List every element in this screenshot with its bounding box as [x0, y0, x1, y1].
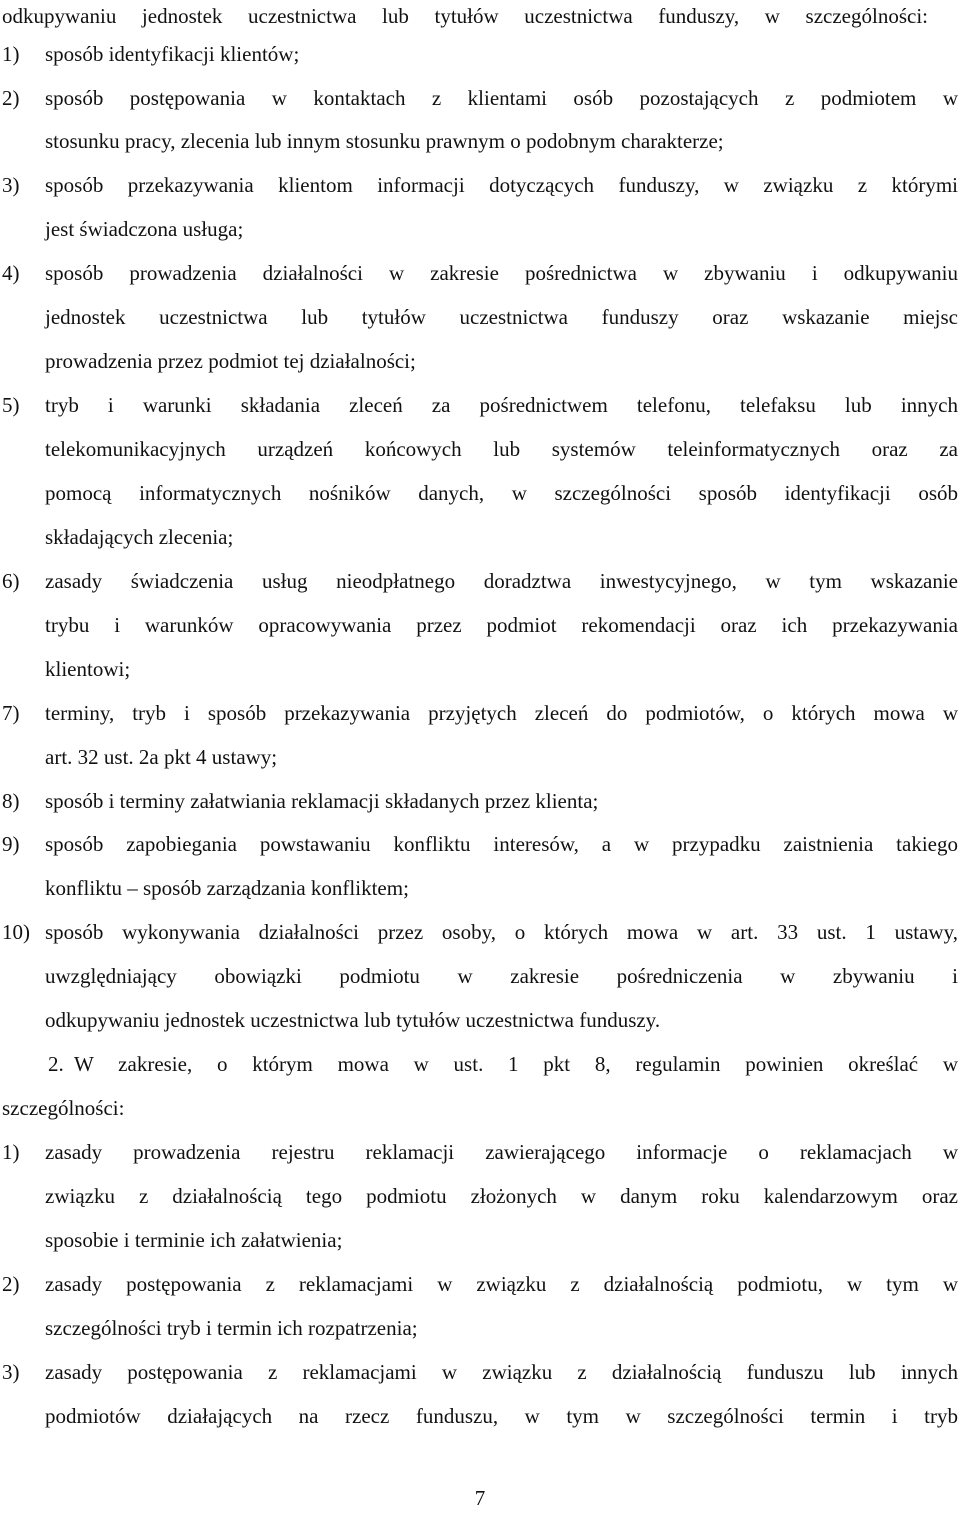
list-item-text: sposób prowadzenia działalności w zakresie pośrednictwa w zbywaniu i odkupywaniu — [45, 261, 958, 285]
list-item-text: sposobie i terminie ich załatwienia; — [45, 1228, 343, 1252]
list-item-text: związku z działalnością tego podmiotu złożonych w danym roku kalendarzowym oraz — [45, 1184, 958, 1208]
section-number: 2. — [48, 1052, 64, 1076]
list-item-text: zasady postępowania z reklamacjami w związku z działalnością podmiotu, w tym w — [45, 1272, 958, 1296]
list-item-text: sposób i terminy załatwiania reklamacji składanych przez klienta; — [45, 789, 599, 813]
paragraph-line: W zakresie, o którym mowa w ust. 1 pkt 8, regulamin powinien określać w — [74, 1052, 958, 1076]
list-item-number: 3) — [2, 173, 20, 197]
list-item-number: 6) — [2, 569, 20, 593]
list-item-text: jest świadczona usługa; — [45, 217, 244, 241]
list-item-text: uwzględniający obowiązki podmiotu w zakresie pośredniczenia w zbywaniu i — [45, 964, 958, 988]
list-item-number: 8) — [2, 789, 20, 813]
list-item-text: zasady świadczenia usług nieodpłatnego doradztwa inwestycyjnego, w tym wskazanie — [45, 569, 958, 593]
list-item-number: 1) — [2, 42, 20, 66]
list-item-text: sposób postępowania w kontaktach z klientami osób pozostających z podmiotem w — [45, 86, 958, 110]
page-number: 7 — [474, 1486, 486, 1510]
paragraph-line: odkupywaniu jednostek uczestnictwa lub tytułów uczestnictwa funduszy, w szczególności: — [2, 4, 928, 28]
list-item-text: podmiotów działających na rzecz funduszu, w tym w szczególności termin i tryb — [45, 1404, 958, 1428]
list-item-text: prowadzenia przez podmiot tej działalności; — [45, 349, 416, 373]
list-item-text: sposób identyfikacji klientów; — [45, 42, 300, 66]
list-item-text: sposób przekazywania klientom informacji dotyczących funduszy, w związku z którymi — [45, 173, 958, 197]
list-item-number: 10) — [2, 920, 30, 944]
list-item-text: szczególności tryb i termin ich rozpatrzenia; — [45, 1316, 418, 1340]
list-item-text: telekomunikacyjnych urządzeń końcowych lub systemów teleinformatycznych oraz za — [45, 437, 958, 461]
list-item-text: odkupywaniu jednostek uczestnictwa lub tytułów uczestnictwa funduszy. — [45, 1008, 661, 1032]
list-item-number: 7) — [2, 701, 20, 725]
list-item-number: 9) — [2, 832, 20, 856]
list-item-text: konfliktu – sposób zarządzania konfliktem; — [45, 876, 409, 900]
list-item-text: składających zlecenia; — [45, 525, 234, 549]
list-item-text: art. 32 ust. 2a pkt 4 ustawy; — [45, 745, 278, 769]
list-item-number: 4) — [2, 261, 20, 285]
list-item-text: zasady postępowania z reklamacjami w związku z działalnością funduszu lub innych — [45, 1360, 958, 1384]
list-item-number: 2) — [2, 86, 20, 110]
list-item-number: 2) — [2, 1272, 20, 1296]
list-item-text: pomocą informatycznych nośników danych, w szczególności sposób identyfikacji osób — [45, 481, 958, 505]
list-item-text: terminy, tryb i sposób przekazywania przyjętych zleceń do podmiotów, o których mowa w — [45, 701, 958, 725]
list-item-number: 1) — [2, 1140, 20, 1164]
list-item-text: jednostek uczestnictwa lub tytułów uczestnictwa funduszy oraz wskazanie miejsc — [45, 305, 958, 329]
list-item-text: zasady prowadzenia rejestru reklamacji zawierającego informacje o reklamacjach w — [45, 1140, 958, 1164]
list-item-number: 3) — [2, 1360, 20, 1384]
list-item-text: sposób wykonywania działalności przez osoby, o których mowa w art. 33 ust. 1 ustawy, — [45, 920, 958, 944]
list-item-text: trybu i warunków opracowywania przez podmiot rekomendacji oraz ich przekazywania — [45, 613, 958, 637]
list-item-text: tryb i warunki składania zleceń za pośrednictwem telefonu, telefaksu lub innych — [45, 393, 958, 417]
list-item-number: 5) — [2, 393, 20, 417]
list-item-text: stosunku pracy, zlecenia lub innym stosunku prawnym o podobnym charakterze; — [45, 129, 724, 153]
list-item-text: sposób zapobiegania powstawaniu konfliktu interesów, a w przypadku zaistnienia takiego — [45, 832, 958, 856]
paragraph-line: szczególności: — [2, 1096, 125, 1120]
list-item-text: klientowi; — [45, 657, 131, 681]
